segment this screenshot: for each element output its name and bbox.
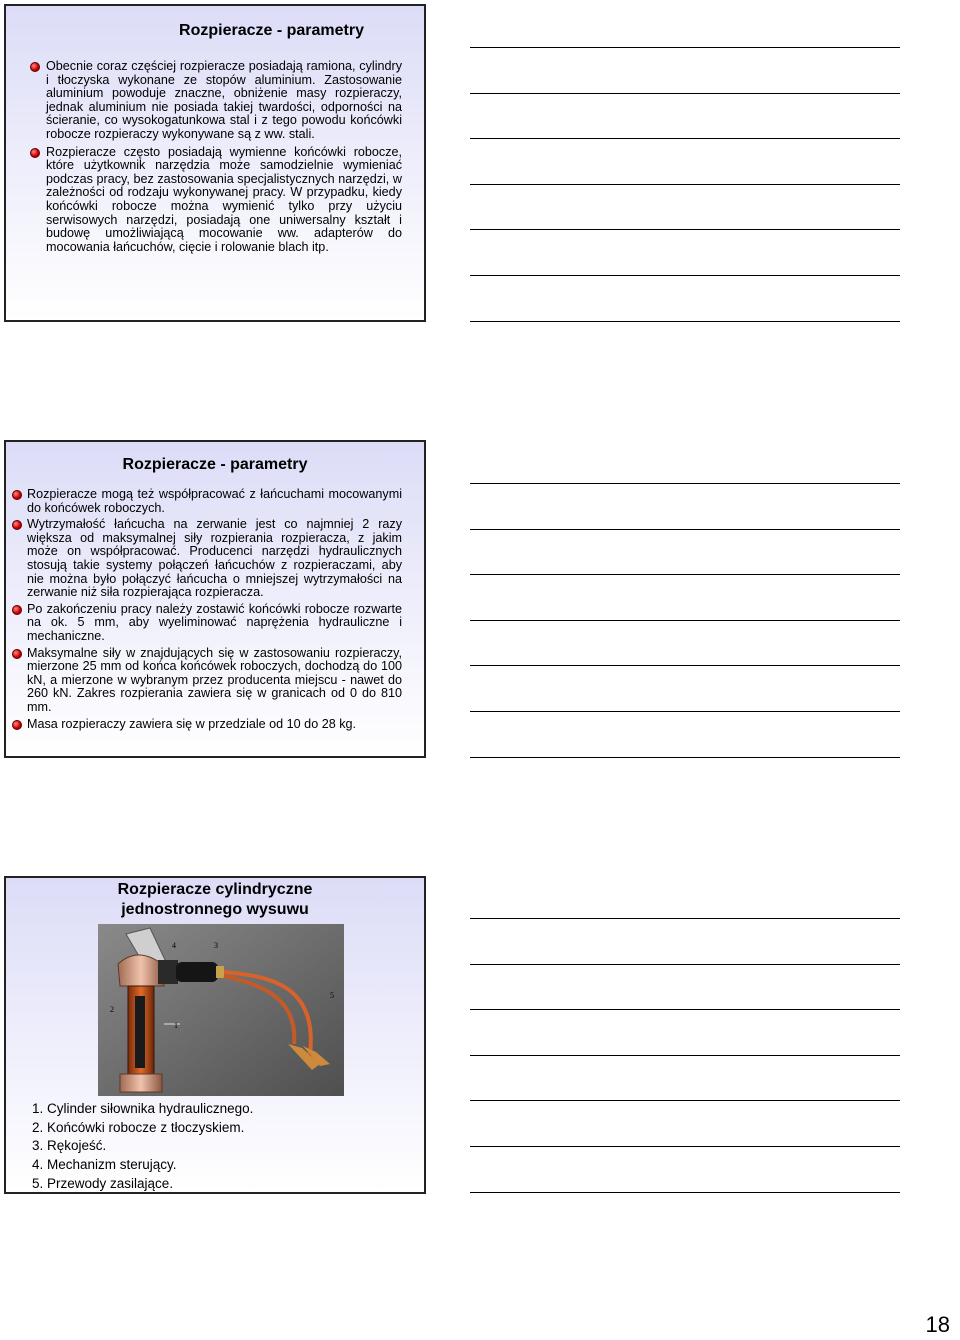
photo-label: 5 <box>330 991 334 1000</box>
note-line <box>470 275 900 276</box>
note-line <box>470 138 900 139</box>
photo-label: 2 <box>110 1005 114 1014</box>
photo-label: 4 <box>172 941 176 950</box>
note-line <box>470 1055 900 1056</box>
list-item: Masa rozpieraczy zawiera się w przedziale od 10 do 28 kg. <box>10 718 402 732</box>
note-line <box>470 229 900 230</box>
list-item: 4. Mechanizm sterujący. <box>32 1157 177 1173</box>
note-line <box>470 665 900 666</box>
bullet-icon <box>12 649 22 659</box>
photo-label: 1 <box>174 1021 178 1030</box>
list-item: Rozpieracze często posiadają wymienne końcówki robocze, które użytkownik narzędzia może samodzielnie wymieniać podczas pracy, bez zastosowania specjalistycznych narzędzi, w zależności od rodzaju wykonywanej pracy. W przypadku, kiedy końcówki robocze można wymienić tylko przy użyciu serwisowych narzędzi, posiadają one uniwersalny kształt i budowę umożliwiającą mocowanie ww. adapterów do mocowania łańcuchów, cięcie i rolowanie blach itp. <box>28 146 402 255</box>
list-item: Wytrzymałość łańcucha na zerwanie jest co najmniej 2 razy większa od maksymalnej siły rozpierania rozpieracza, z jakim może on współpracować. Producenci narzędzi hydraulicznych stosują takie systemy połączeń łańcuchów z rozpieraczami, aby nie można było połączyć łańcucha o mniejszej wytrzymałości na zerwanie niż siła rozpierająca rozpieracza. <box>10 518 402 600</box>
slide-2 <box>4 440 426 758</box>
parts-legend <box>32 1100 253 1194</box>
bullet-icon <box>12 720 22 730</box>
note-line <box>470 1146 900 1147</box>
list-item: 2. Końcówki robocze z tłoczyskiem. <box>32 1119 245 1135</box>
bullet-list <box>10 488 402 734</box>
slide-1 <box>4 4 426 322</box>
slide-title: Rozpieracze - parametry <box>179 22 364 39</box>
note-line <box>470 620 900 621</box>
note-line <box>470 711 900 712</box>
bullet-icon <box>12 520 22 530</box>
bullet-icon <box>30 148 40 158</box>
note-line <box>470 93 900 94</box>
note-line <box>470 1009 900 1010</box>
note-line <box>470 1192 900 1193</box>
list-item: Maksymalne siły w znajdujących się w zastosowaniu rozpieraczy, mierzone 25 mm od końca końcówek roboczych, dochodzą do 100 kN, a mierzone w wybranym przez producenta miejscu - nawet do 260 kN. Zakres rozpierania zawiera się w granicach od 0 do 810 mm. <box>10 647 402 715</box>
slide-3 <box>4 876 426 1194</box>
list-item: 5. Przewody zasilające. <box>32 1175 174 1191</box>
page-number: 18 <box>925 1312 950 1337</box>
slide-title: Rozpieracze - parametry <box>122 456 308 473</box>
note-line <box>470 321 900 322</box>
bullet-icon <box>12 605 22 615</box>
spreader-photo <box>98 924 344 1096</box>
note-line <box>470 529 900 530</box>
list-item: Rozpieracze mogą też współpracować z łańcuchami mocowanymi do końcówek roboczych. <box>10 488 402 515</box>
note-line <box>470 184 900 185</box>
list-item: 1. Cylinder siłownika hydraulicznego. <box>32 1101 254 1116</box>
slide-title: Rozpieracze cylindryczne jednostronnego wysuwu <box>117 881 313 918</box>
list-item: Obecnie coraz częściej rozpieracze posiadają ramiona, cylindry i tłoczyska wykonane ze stopów aluminium. Zastosowanie aluminium powoduje znaczne, obniżenie masy rozpieraczy, jednak aluminium nie posiada takiej twardości, odporności na ścieranie, co wysokogatunkowa stal i z tego powodu końcówki robocze rozpieraczy wykonywane są z ww. stali. <box>28 60 402 142</box>
list-item: Po zakończeniu pracy należy zostawić końcówki robocze rozwarte na ok. 5 mm, aby wyeliminować naprężenia hydrauliczne i mechaniczne. <box>10 603 402 644</box>
list-item: 3. Rękojeść. <box>32 1138 107 1154</box>
note-line <box>470 47 900 48</box>
bullet-icon <box>12 490 22 500</box>
bullet-icon <box>30 62 40 72</box>
note-line <box>470 964 900 965</box>
bullet-list <box>28 60 402 258</box>
note-line <box>470 757 900 758</box>
note-line <box>470 574 900 575</box>
photo-label: 3 <box>214 941 218 950</box>
note-line <box>470 483 900 484</box>
note-line <box>470 1100 900 1101</box>
note-line <box>470 918 900 919</box>
